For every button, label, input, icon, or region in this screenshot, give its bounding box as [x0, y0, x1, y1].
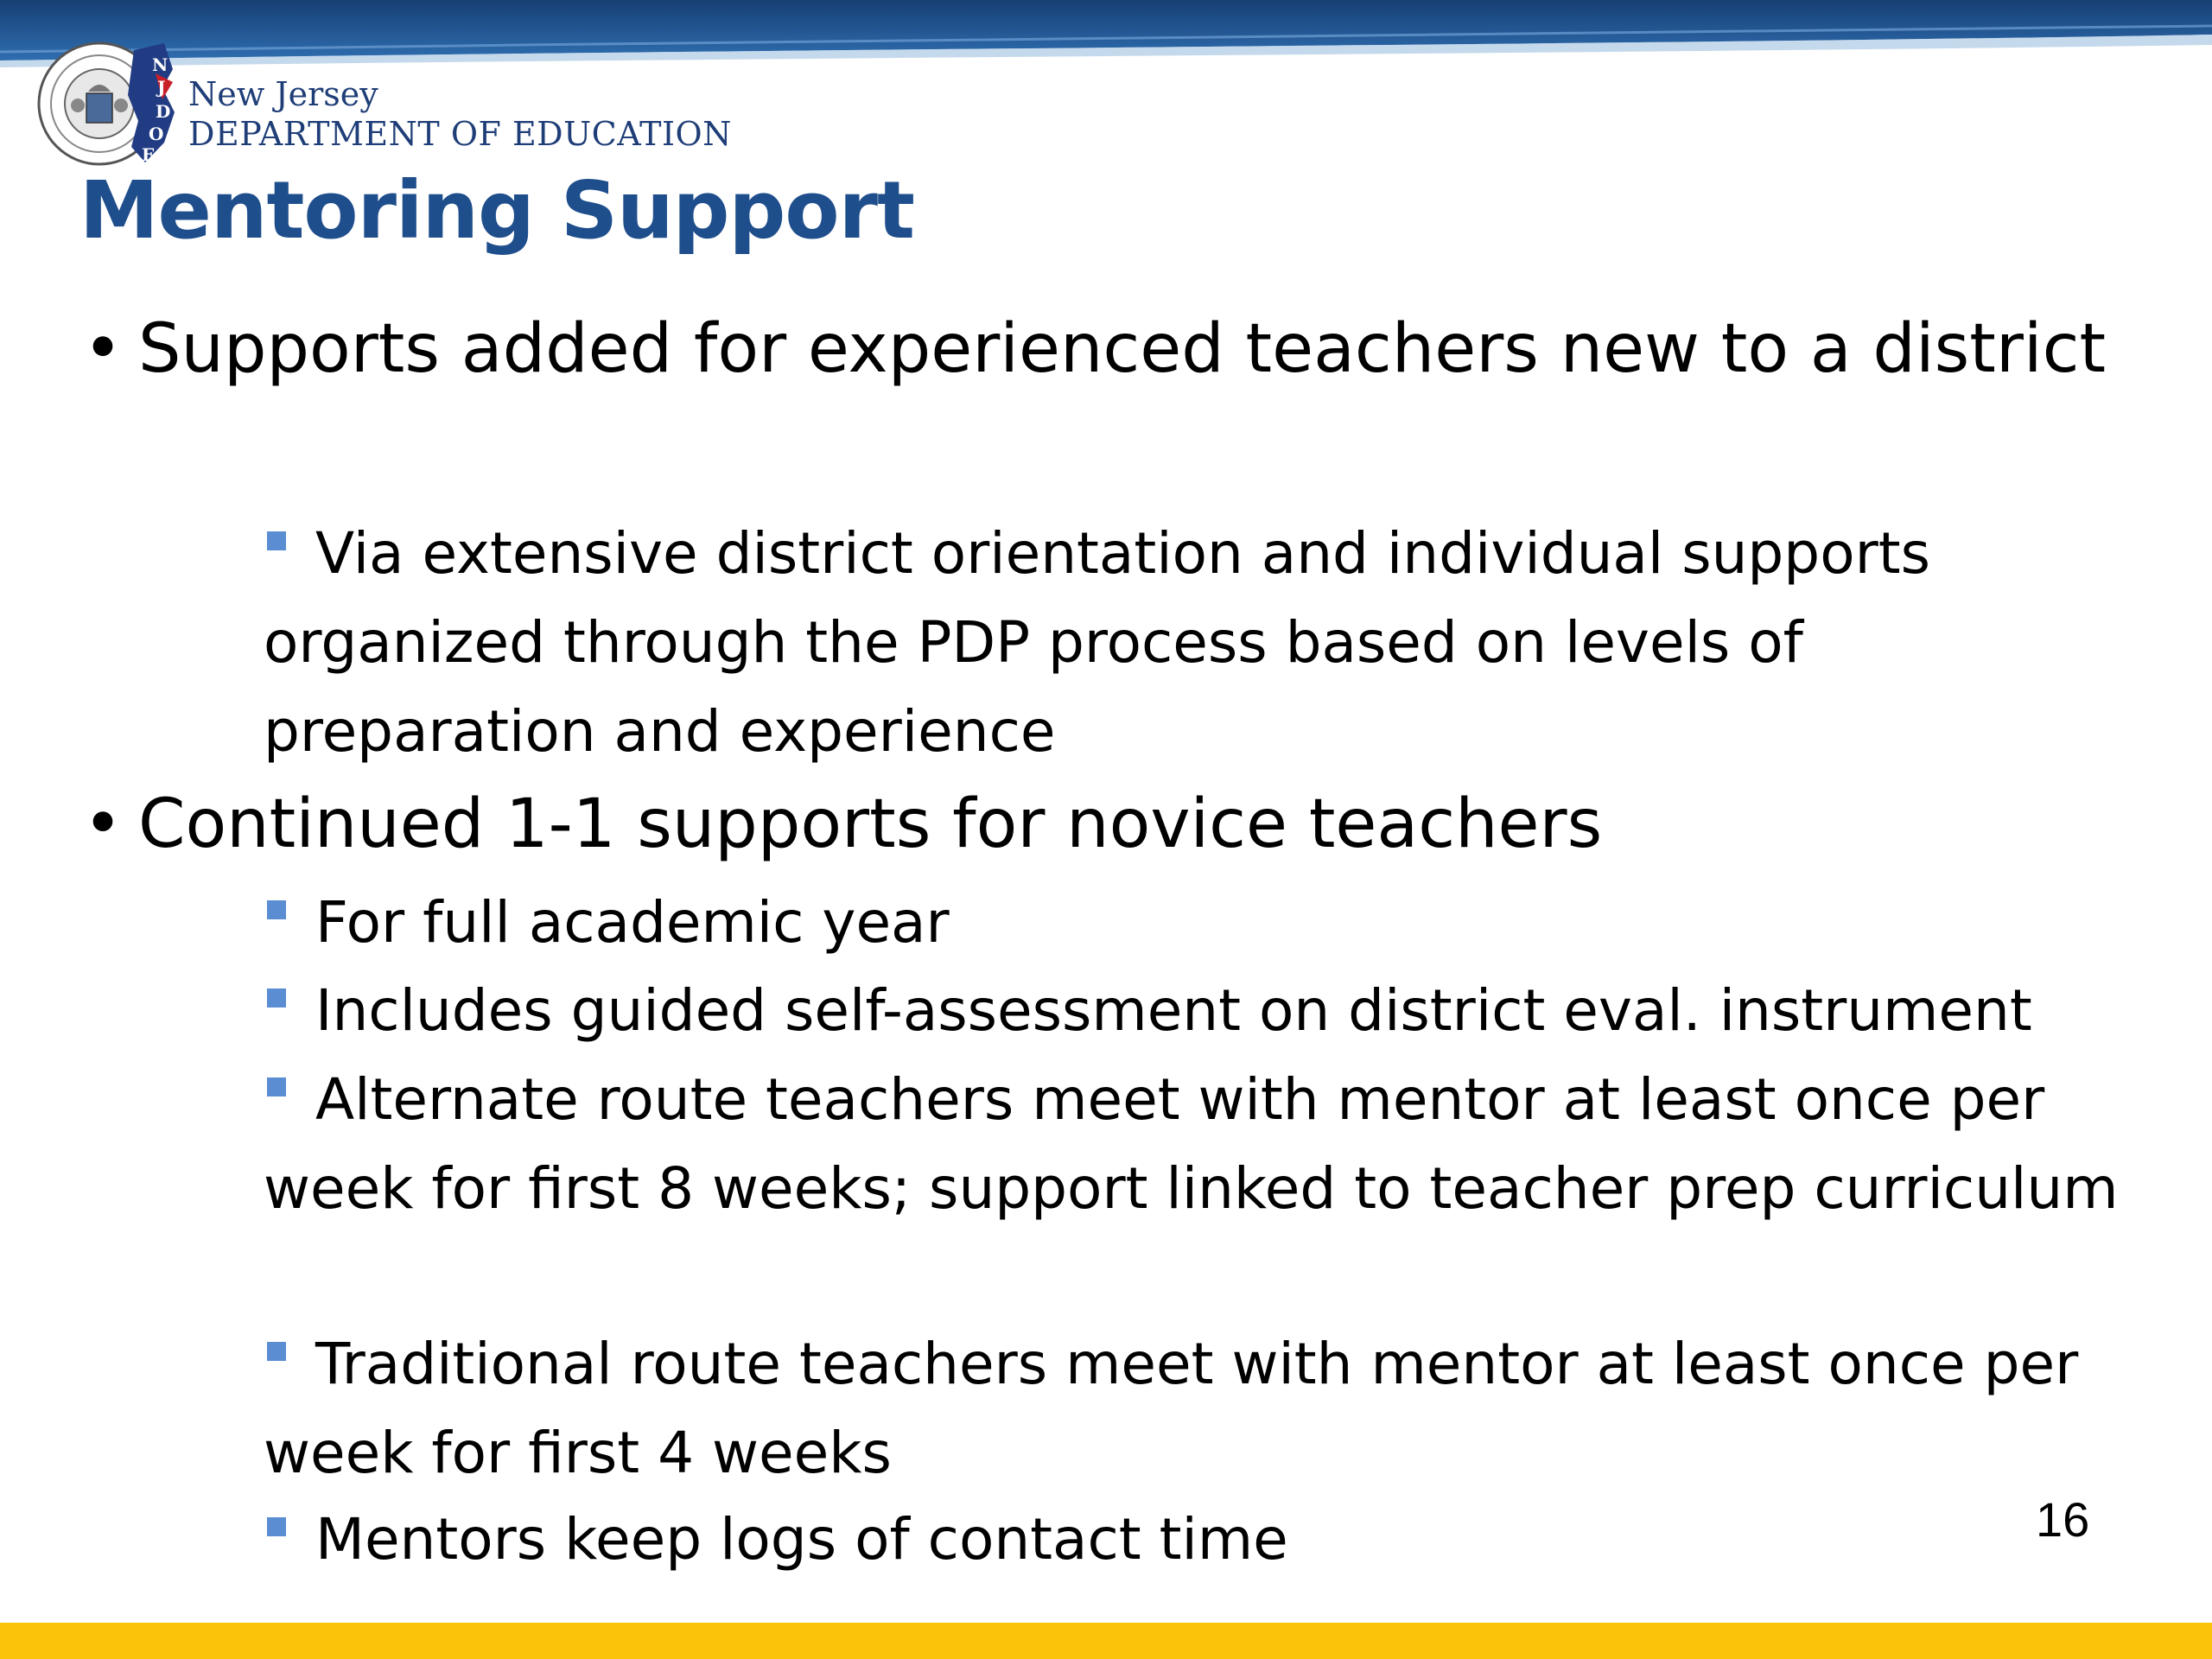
slide-title: Mentoring Support [79, 164, 914, 257]
bullet-text: Supports added for experienced teachers new to a district [138, 310, 2107, 388]
bullet-dot-icon: • [83, 785, 124, 863]
logo-letter-j: J [157, 77, 166, 98]
footer-accent-bar [0, 1623, 2212, 1659]
sub-bullet-text: Alternate route teachers meet with mentor at least once per week for first 8 weeks; support linked to teacher prep curriculum [264, 1066, 2119, 1222]
square-bullet-icon [267, 1342, 286, 1361]
square-bullet-icon [267, 988, 286, 1007]
sub-bullet-item [264, 878, 2121, 967]
sub-bullet-text: Mentors keep logs of contact time [315, 1506, 1288, 1573]
sub-bullet-text: Includes guided self-assessment on district eval. instrument [315, 977, 2032, 1044]
sub-bullet-item [264, 509, 2121, 776]
header-wave-band [0, 0, 2212, 69]
bullet-text: Continued 1-1 supports for novice teachers [138, 785, 1603, 863]
logo-letter-e: E [142, 144, 156, 165]
logo-letter-d: D [156, 101, 171, 122]
bullet-item [83, 297, 2113, 401]
sub-bullet-text: For full academic year [315, 889, 950, 956]
logo-letter-o: O [149, 124, 164, 144]
sub-bullet-item [264, 1495, 2121, 1584]
square-bullet-icon [267, 531, 286, 550]
org-name-line1: New Jersey [188, 75, 378, 113]
square-bullet-icon [267, 900, 286, 919]
bullet-dot-icon: • [83, 310, 124, 388]
square-bullet-icon [267, 1077, 286, 1096]
organization-name [188, 74, 732, 154]
logo-letter-n: N [152, 54, 168, 75]
sub-bullet-item [264, 1319, 2121, 1497]
page-number: 16 [2036, 1492, 2090, 1547]
sub-bullet-item [264, 966, 2121, 1055]
square-bullet-icon [267, 1517, 286, 1536]
sub-bullet-text: Via extensive district orientation and individual supports organized through the PDP process based on levels of preparation and experience [264, 520, 1930, 765]
njdoe-seal-logo [35, 35, 181, 166]
sub-bullet-text: Traditional route teachers meet with mentor at least once per week for first 4 weeks [264, 1331, 2079, 1486]
sub-bullet-item [264, 1055, 2121, 1233]
org-name-line2: DEPARTMENT OF EDUCATION [188, 115, 732, 153]
bullet-item [83, 772, 2113, 876]
